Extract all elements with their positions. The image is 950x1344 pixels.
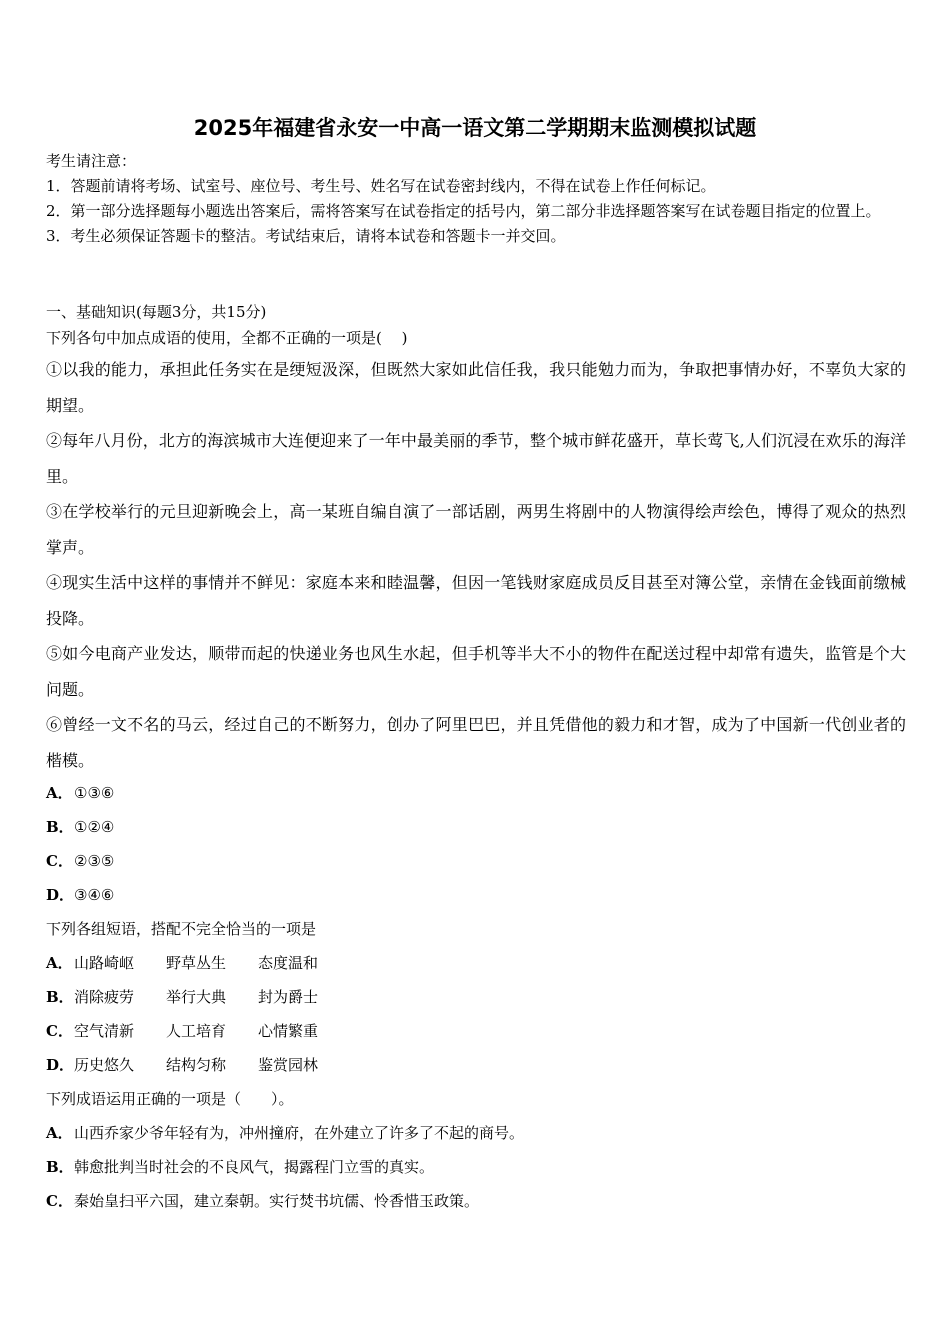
sentence-item: ⑥曾经一文不名的马云，经过自己的不断努力，创办了阿里巴巴，并且凭借他的毅力和才智，成为了中国新一代创业者的楷模。	[46, 715, 906, 770]
question-1-sentences	[46, 352, 906, 778]
phrase: 人工培育	[166, 1022, 227, 1040]
phrase: 鉴赏园林	[258, 1056, 319, 1074]
phrase: 历史悠久	[74, 1056, 135, 1074]
option-text: 秦始皇扫平六国，建立秦朝。实行焚书坑儒、怜香惜玉政策。	[74, 1192, 480, 1210]
phrase: 举行大典	[166, 988, 227, 1006]
q1-option-a	[46, 776, 906, 810]
phrase: 心情繁重	[258, 1022, 319, 1040]
q2-option-a	[46, 946, 906, 980]
option-text: 韩愈批判当时社会的不良风气，揭露程门立雪的真实。	[74, 1158, 435, 1176]
q1-option-d	[46, 878, 906, 912]
q3-option-b	[46, 1150, 906, 1184]
option-letter: B．	[46, 988, 74, 1006]
option-letter: D．	[46, 886, 75, 904]
question-1-stem: 下列各句中加点成语的使用，全都不正确的一项是( )	[46, 329, 408, 347]
option-letter: B．	[46, 1158, 74, 1176]
question-2-stem: 下列各组短语，搭配不完全恰当的一项是	[46, 920, 317, 938]
question-3-stem: 下列成语运用正确的一项是（ ）。	[46, 1090, 294, 1108]
q2-option-b	[46, 980, 906, 1014]
phrase: 野草丛生	[166, 954, 227, 972]
phrase: 消除疲劳	[74, 988, 135, 1006]
notice-heading: 考生请注意：	[46, 152, 137, 170]
option-letter: C．	[46, 1022, 73, 1040]
option-letter: A．	[46, 784, 73, 802]
phrase: 空气清新	[74, 1022, 135, 1040]
options-block	[46, 776, 906, 1218]
q2-option-d	[46, 1048, 906, 1082]
option-letter: D．	[46, 1056, 75, 1074]
section-heading: 一、基础知识(每题3分，共15分)	[46, 303, 267, 321]
option-letter: C．	[46, 852, 73, 870]
option-text: ③④⑥	[74, 886, 115, 904]
phrase: 结构匀称	[166, 1056, 227, 1074]
option-letter: A．	[46, 954, 73, 972]
q2-option-c	[46, 1014, 906, 1048]
sentence-item: ④现实生活中这样的事情并不鲜见：家庭本来和睦温馨，但因一笔钱财家庭成员反目甚至对簿公堂，亲情在金钱面前缴械投降。	[46, 573, 906, 628]
section-1	[46, 299, 906, 351]
q1-option-c	[46, 844, 906, 878]
option-text: ①②④	[74, 818, 115, 836]
phrase: 态度温和	[258, 954, 319, 972]
q1-option-b	[46, 810, 906, 844]
page-title: 2025年福建省永安一中高一语文第二学期期末监测模拟试题	[193, 116, 757, 140]
q3-option-a	[46, 1116, 906, 1150]
q3-option-c	[46, 1184, 906, 1218]
sentence-item: ②每年八月份，北方的海滨城市大连便迎来了一年中最美丽的季节，整个城市鲜花盛开，草长莺飞,人们沉浸在欢乐的海洋里。	[46, 431, 906, 486]
notice-item: 1．答题前请将考场、试室号、座位号、考生号、姓名写在试卷密封线内，不得在试卷上作任何标记。	[46, 177, 716, 195]
option-text: 山西乔家少爷年轻有为，冲州撞府，在外建立了许多了不起的商号。	[74, 1124, 525, 1142]
sentence-item: ①以我的能力，承担此任务实在是绠短汲深，但既然大家如此信任我，我只能勉力而为，争取把事情办好，不辜负大家的期望。	[46, 360, 906, 415]
option-letter: C．	[46, 1192, 73, 1210]
phrase: 封为爵士	[258, 988, 319, 1006]
sentence-item: ③在学校举行的元旦迎新晚会上，高一某班自编自演了一部话剧，两男生将剧中的人物演得绘声绘色，博得了观众的热烈掌声。	[46, 502, 906, 557]
option-text: ②③⑤	[74, 852, 115, 870]
sentence-item: ⑤如今电商产业发达，顺带而起的快递业务也风生水起，但手机等半大不小的物件在配送过程中却常有遗失，监管是个大问题。	[46, 644, 906, 699]
notice-item: 3．考生必须保证答题卡的整洁。考试结束后，请将本试卷和答题卡一并交回。	[46, 227, 566, 245]
option-letter: A．	[46, 1124, 73, 1142]
notice-block	[46, 149, 906, 249]
phrase: 山路崎岖	[74, 954, 135, 972]
option-letter: B．	[46, 818, 74, 836]
option-text: ①③⑥	[74, 784, 115, 802]
notice-item: 2．第一部分选择题每小题选出答案后，需将答案写在试卷指定的括号内，第二部分非选择题答案写在试卷题目指定的位置上。	[46, 202, 881, 220]
